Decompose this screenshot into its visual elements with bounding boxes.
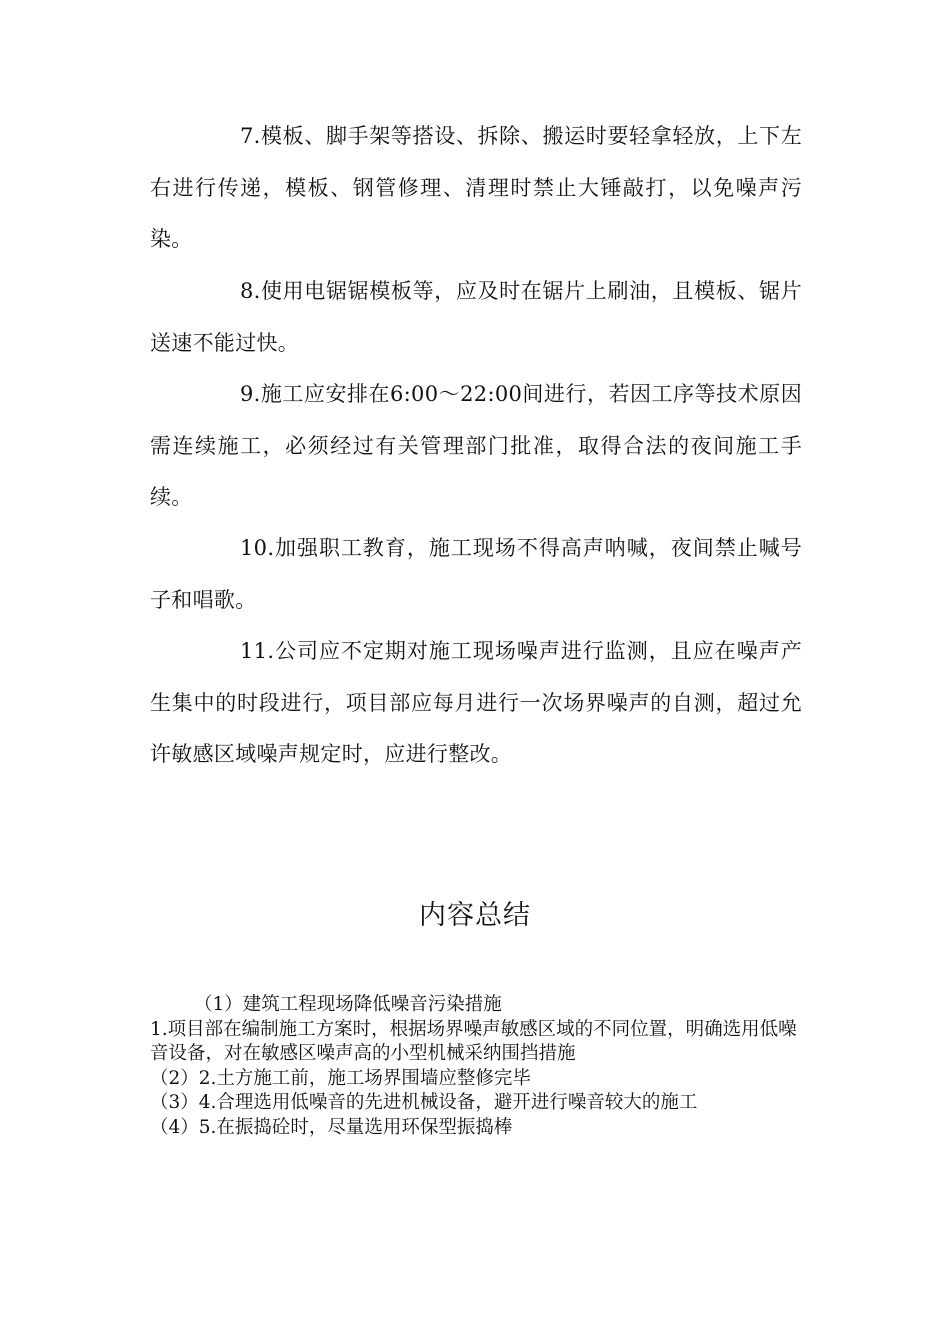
paragraph-11-text: 11.公司应不定期对施工现场噪声进行监测，且应在噪声产生集中的时段进行，项目部应每月进行一次场界噪声的自测，超过允许敏感区域噪声规定时，应进行整改。 xyxy=(150,639,802,766)
paragraph-8-text: 8.使用电锯锯模板等，应及时在锯片上刷油，且模板、锯片送速不能过快。 xyxy=(150,279,802,355)
paragraph-7 xyxy=(150,111,802,266)
paragraph-11 xyxy=(150,626,802,781)
paragraph-7-text: 7.模板、脚手架等搭设、拆除、搬运时要轻拿轻放，上下左右进行传递，模板、钢管修理、清理时禁止大锤敲打，以免噪声污染。 xyxy=(150,124,802,251)
summary-section xyxy=(150,993,810,1140)
summary-item-2: （2）2.土方施工前，施工场界围墙应整修完毕 xyxy=(150,1067,531,1089)
summary-item-1: 1.项目部在编制施工方案时，根据场界噪声敏感区域的不同位置，明确选用低噪音设备，对在敏感区噪声高的小型机械采纳围挡措施 xyxy=(150,1018,797,1064)
summary-item-3: （3）4.合理选用低噪音的先进机械设备，避开进行噪音较大的施工 xyxy=(150,1092,698,1113)
paragraph-9-text: 9.施工应安排在6:00～22:00间进行，若因工序等技术原因需连续施工，必须经过有关管理部门批准，取得合法的夜间施工手续。 xyxy=(150,382,802,509)
summary-heading: （1）建筑工程现场降低噪音污染措施 xyxy=(194,994,502,1015)
paragraph-10 xyxy=(150,523,802,626)
paragraph-8 xyxy=(150,266,802,369)
paragraph-9 xyxy=(150,369,802,524)
summary-item-4: （4）5.在振捣砼时，尽量选用环保型振捣棒 xyxy=(150,1116,513,1138)
paragraph-10-text: 10.加强职工教育，施工现场不得高声呐喊，夜间禁止喊号子和唱歌。 xyxy=(150,536,802,612)
summary-title: 内容总结 xyxy=(419,900,531,931)
